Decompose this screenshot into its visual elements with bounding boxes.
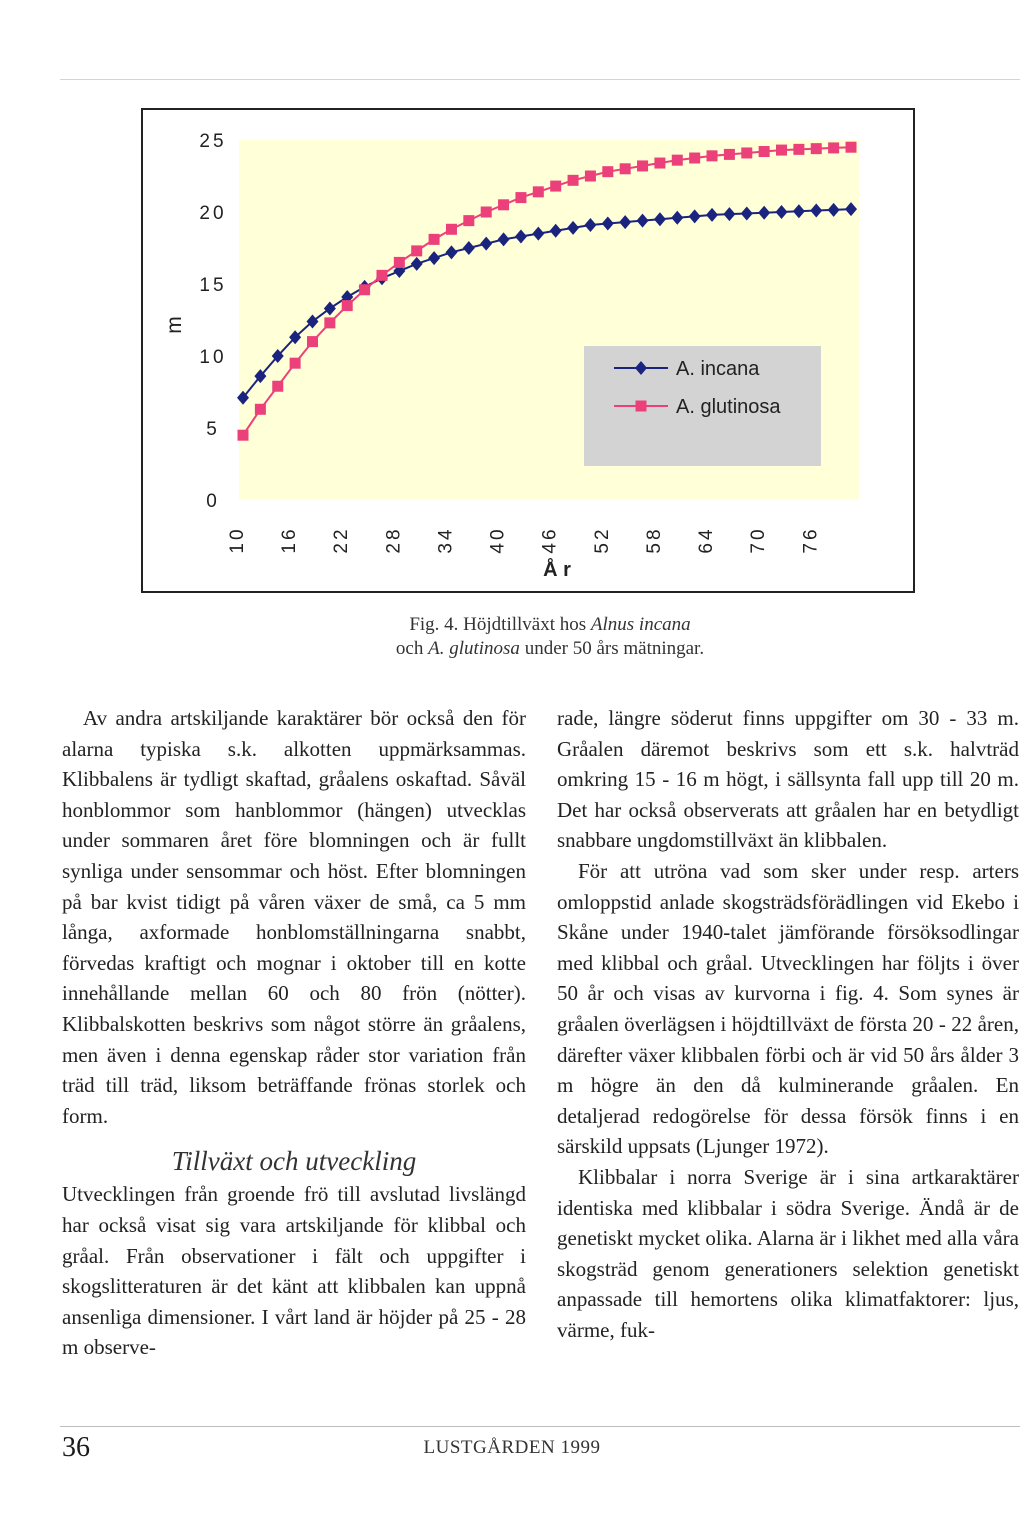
page-number: 36 xyxy=(62,1432,90,1463)
data-point-glutinosa xyxy=(290,358,301,369)
x-axis-label: Å r xyxy=(543,559,571,581)
left-column xyxy=(62,703,526,1363)
data-point-glutinosa xyxy=(515,192,526,203)
left-paragraph-1: Av andra artskiljande karaktärer bör också den för alarna typiska s.k. alkotten uppmärksammas. Klibbalens är tydligt skaftad, gråalens oskaftad. Såväl honblommor som hanblommor (hängen) utvecklas under sommaren året före blomningen och är fullt synliga under sensommar och höst. Efter blomningen på bar kvist tidigt på våren växer de små, ca 5 mm långa, axformade honblomställningarna snabbt, förvedas kraftigt och mognar i oktober till en kotte innehållande mellan 60 och 80 frön (nötter). Klibbalskotten beskrivs som något större än gråalens, men även i denna egenskap råder stor variation från träd till träd, liksom beträffande frönas storlek och form. xyxy=(62,706,526,1128)
data-point-glutinosa xyxy=(793,144,804,155)
data-point-glutinosa xyxy=(429,234,440,245)
x-tick-label: 16 xyxy=(279,526,301,554)
data-point-glutinosa xyxy=(359,284,370,295)
left-paragraph-2: Utvecklingen från groende frö till avslutad livslängd har också visat sig vara artskiljande för klibbal och gråal. Från observationer i fält och uppgifter i skogslitteraturen är det känt att klibbalen kan uppnå ansenliga dimensioner. I vårt land är höjder på 25 - 28 m observe- xyxy=(62,1182,526,1360)
data-point-glutinosa xyxy=(637,160,648,171)
y-tick-label: 15 xyxy=(199,275,227,296)
legend-label-incana: A. incana xyxy=(676,358,760,380)
chart-svg xyxy=(143,110,913,591)
caption-line2-prefix: och xyxy=(395,638,429,659)
right-paragraph-1: rade, längre söderut finns uppgifter om 30 - 33 m. Gråalen däremot beskrivs som ett s.k. halvträd omkring 15 - 16 m högt, i sällsynta fall upp till 20 m. Det har också observerats att gråalen har en betydligt snabbare ungdomstillväxt än klibbalen. xyxy=(557,706,1019,853)
legend-marker-glutinosa xyxy=(636,401,647,412)
top-rule xyxy=(60,79,1020,80)
x-tick-label: 34 xyxy=(435,526,457,554)
data-point-glutinosa xyxy=(255,404,266,415)
x-tick-label: 10 xyxy=(227,526,248,554)
data-point-glutinosa xyxy=(741,147,752,158)
caption-species-incana: Alnus incana xyxy=(590,614,691,635)
x-tick-label: 52 xyxy=(591,526,613,554)
data-point-glutinosa xyxy=(846,142,857,153)
data-point-glutinosa xyxy=(602,166,613,177)
data-point-glutinosa xyxy=(272,381,283,392)
y-tick-label: 20 xyxy=(199,203,227,224)
y-axis-label: m xyxy=(163,316,186,334)
data-point-glutinosa xyxy=(776,145,787,156)
data-point-glutinosa xyxy=(759,146,770,157)
data-point-glutinosa xyxy=(724,149,735,160)
data-point-glutinosa xyxy=(376,270,387,281)
x-tick-label: 28 xyxy=(383,526,405,554)
right-column xyxy=(557,703,1019,1345)
bottom-rule xyxy=(60,1426,1020,1427)
y-tick-label: 5 xyxy=(206,419,220,440)
legend-label-glutinosa: A. glutinosa xyxy=(676,396,781,418)
data-point-glutinosa xyxy=(307,336,318,347)
data-point-glutinosa xyxy=(672,155,683,166)
data-point-glutinosa xyxy=(620,163,631,174)
caption-prefix: Fig. 4. Höjdtillväxt hos xyxy=(409,614,591,635)
data-point-glutinosa xyxy=(533,186,544,197)
x-tick-label: 70 xyxy=(748,526,770,554)
x-tick-label: 64 xyxy=(696,526,718,554)
data-point-glutinosa xyxy=(811,143,822,154)
x-tick-label: 46 xyxy=(539,526,561,554)
data-point-glutinosa xyxy=(238,430,249,441)
data-point-glutinosa xyxy=(585,171,596,182)
data-point-glutinosa xyxy=(481,207,492,218)
data-point-glutinosa xyxy=(498,199,509,210)
x-tick-label: 22 xyxy=(331,526,353,554)
data-point-glutinosa xyxy=(689,153,700,164)
running-footer: LUSTGÅRDEN 1999 xyxy=(423,1437,601,1458)
y-tick-label: 25 xyxy=(199,131,227,152)
data-point-glutinosa xyxy=(342,300,353,311)
data-point-glutinosa xyxy=(324,317,335,328)
data-point-glutinosa xyxy=(411,245,422,256)
caption-line2-suffix: under 50 års mätningar. xyxy=(519,638,705,659)
section-heading: Tillväxt och utveckling xyxy=(171,1146,417,1177)
x-tick-label: 58 xyxy=(643,526,665,554)
x-tick-label: 40 xyxy=(487,526,509,554)
y-tick-label: 10 xyxy=(199,347,227,368)
data-point-glutinosa xyxy=(463,215,474,226)
x-tick-label: 76 xyxy=(800,526,822,554)
data-point-glutinosa xyxy=(446,224,457,235)
data-point-glutinosa xyxy=(394,257,405,268)
data-point-glutinosa xyxy=(654,158,665,169)
data-point-glutinosa xyxy=(568,175,579,186)
right-paragraph-3: Klibbalar i norra Sverige är i sina artkaraktärer identiska med klibbalar i södra Sverige. Ändå är de genetiskt mycket olika. Alarna är i likhet med alla våra skogsträd genom generationers selektion genetiskt anpassade till hemortens olika klimatfaktorer: ljus, värme, fuk- xyxy=(557,1164,1019,1342)
caption-species-glutinosa: A. glutinosa xyxy=(428,638,520,659)
y-tick-label: 0 xyxy=(206,491,220,512)
data-point-glutinosa xyxy=(550,181,561,192)
figure-4-chart xyxy=(141,108,915,593)
figure-caption xyxy=(200,613,900,661)
data-point-glutinosa xyxy=(707,150,718,161)
right-paragraph-2: För att utröna vad som sker under resp. arters omloppstid anlade skogsträdsförädlingen vid Ekebo i Skåne under 1940-talet jämförande försöksodlingar med klibbal och gråal. Utvecklingen har följts i över 50 år och visas av kurvorna i fig. 4. Som synes är gråalen överlägsen i höjdtillväxt de första 20 - 22 åren, därefter växer klibbalen förbi och är vid 50 års ålder 3 m högre än den då kulminerande gråalen. En detaljerad redogörelse för dessa försök finns i en särskild uppsats (Ljunger 1972). xyxy=(557,858,1019,1159)
data-point-glutinosa xyxy=(828,142,839,153)
